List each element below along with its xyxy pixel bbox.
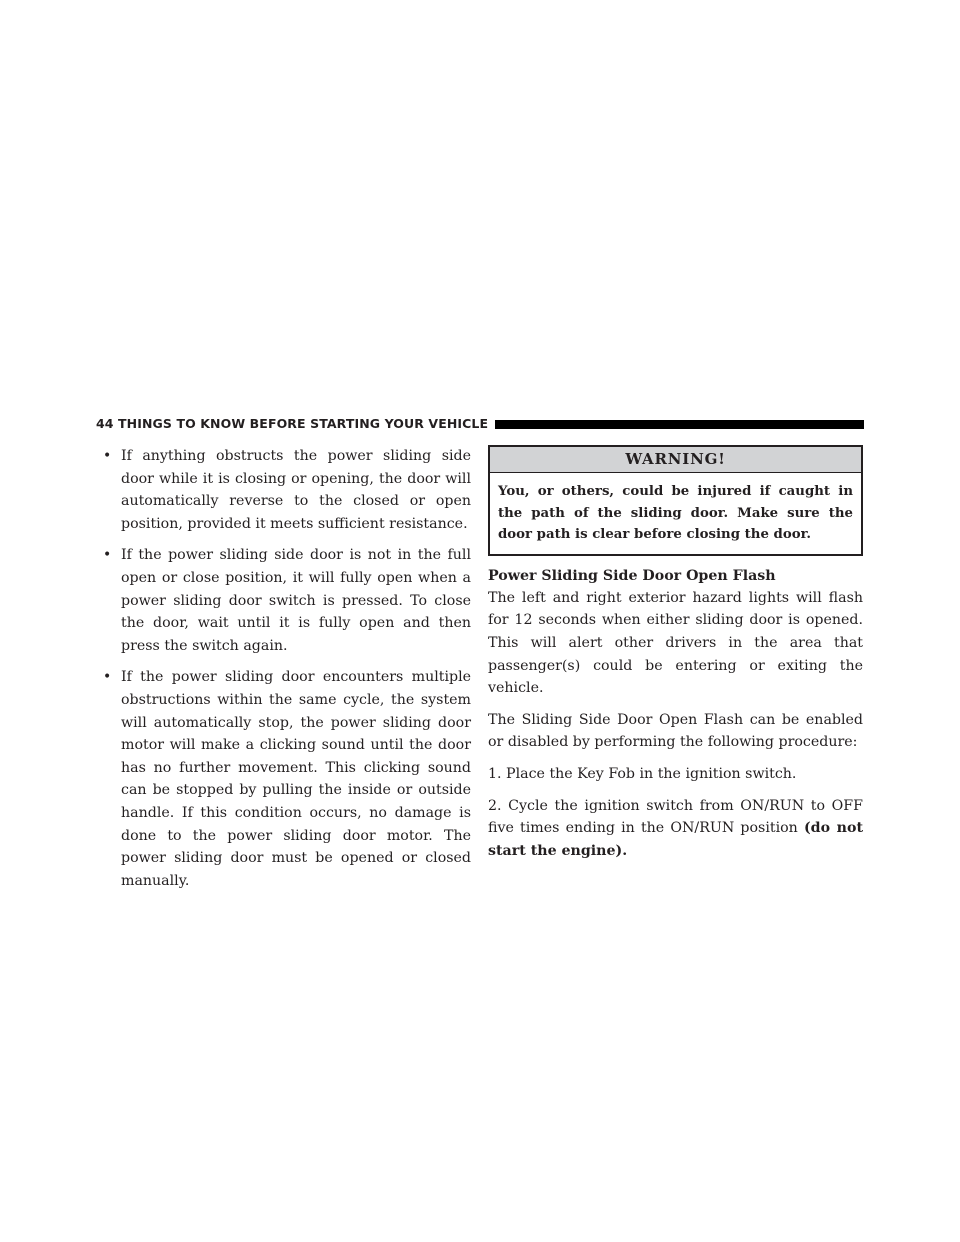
bullet-icon: • bbox=[103, 547, 112, 564]
procedure-step-2 bbox=[488, 795, 863, 863]
bullet-item-partial-position bbox=[102, 544, 471, 657]
paragraph-enable-disable: The Sliding Side Door Open Flash can be enabled or disabled by performing the following procedure: bbox=[488, 711, 863, 751]
page-header-text: 44 THINGS TO KNOW BEFORE STARTING YOUR VEHICLE bbox=[96, 416, 489, 431]
left-column bbox=[102, 445, 471, 901]
bullet-item-obstruction bbox=[102, 445, 471, 535]
bullet-item-multiple-obstructions bbox=[102, 666, 471, 892]
header-rule bbox=[495, 420, 864, 429]
bullet-icon: • bbox=[103, 669, 112, 686]
warning-box bbox=[488, 445, 863, 556]
bullet-text: If the power sliding side door is not in the full open or close position, it will fully open when a power sliding door switch is pressed. To close the door, wait until it is fully open and then press the switch again. bbox=[121, 547, 471, 654]
page-header bbox=[96, 416, 864, 432]
procedure-step-1: 1. Place the Key Fob in the ignition switch. bbox=[488, 765, 797, 782]
procedure-step-2-text: 2. Cycle the ignition switch from ON/RUN to OFF five times ending in the ON/RUN position bbox=[488, 797, 863, 837]
paragraph-hazard-flash: The left and right exterior hazard lights will flash for 12 seconds when either sliding door is opened. This will alert other drivers in the area that passenger(s) could be entering or exiting the vehicle. bbox=[488, 589, 863, 697]
section-heading: Power Sliding Side Door Open Flash bbox=[488, 567, 776, 584]
warning-body: You, or others, could be injured if caught in the path of the sliding door. Make sure the door path is clear before closing the door. bbox=[498, 484, 853, 543]
bullet-icon: • bbox=[103, 448, 112, 464]
right-column bbox=[488, 445, 863, 871]
warning-title: WARNING! bbox=[490, 447, 861, 473]
procedure-step-2-caution: (do not start the engine). bbox=[488, 820, 863, 859]
bullet-text: If the power sliding door encounters multiple obstructions within the same cycle, the system will automatically stop, the power sliding door motor will make a clicking sound until the door has no further movement. This clicking sound can be stopped by pulling the inside or outside handle. If this condition occurs, no damage is done to the power sliding door motor. The power sliding door must be opened or closed manually. bbox=[121, 669, 471, 889]
bullet-text: If anything obstructs the power sliding side door while it is closing or opening, the door will automatically reverse to the closed or open position, provided it meets sufficient resistance. bbox=[121, 448, 471, 532]
